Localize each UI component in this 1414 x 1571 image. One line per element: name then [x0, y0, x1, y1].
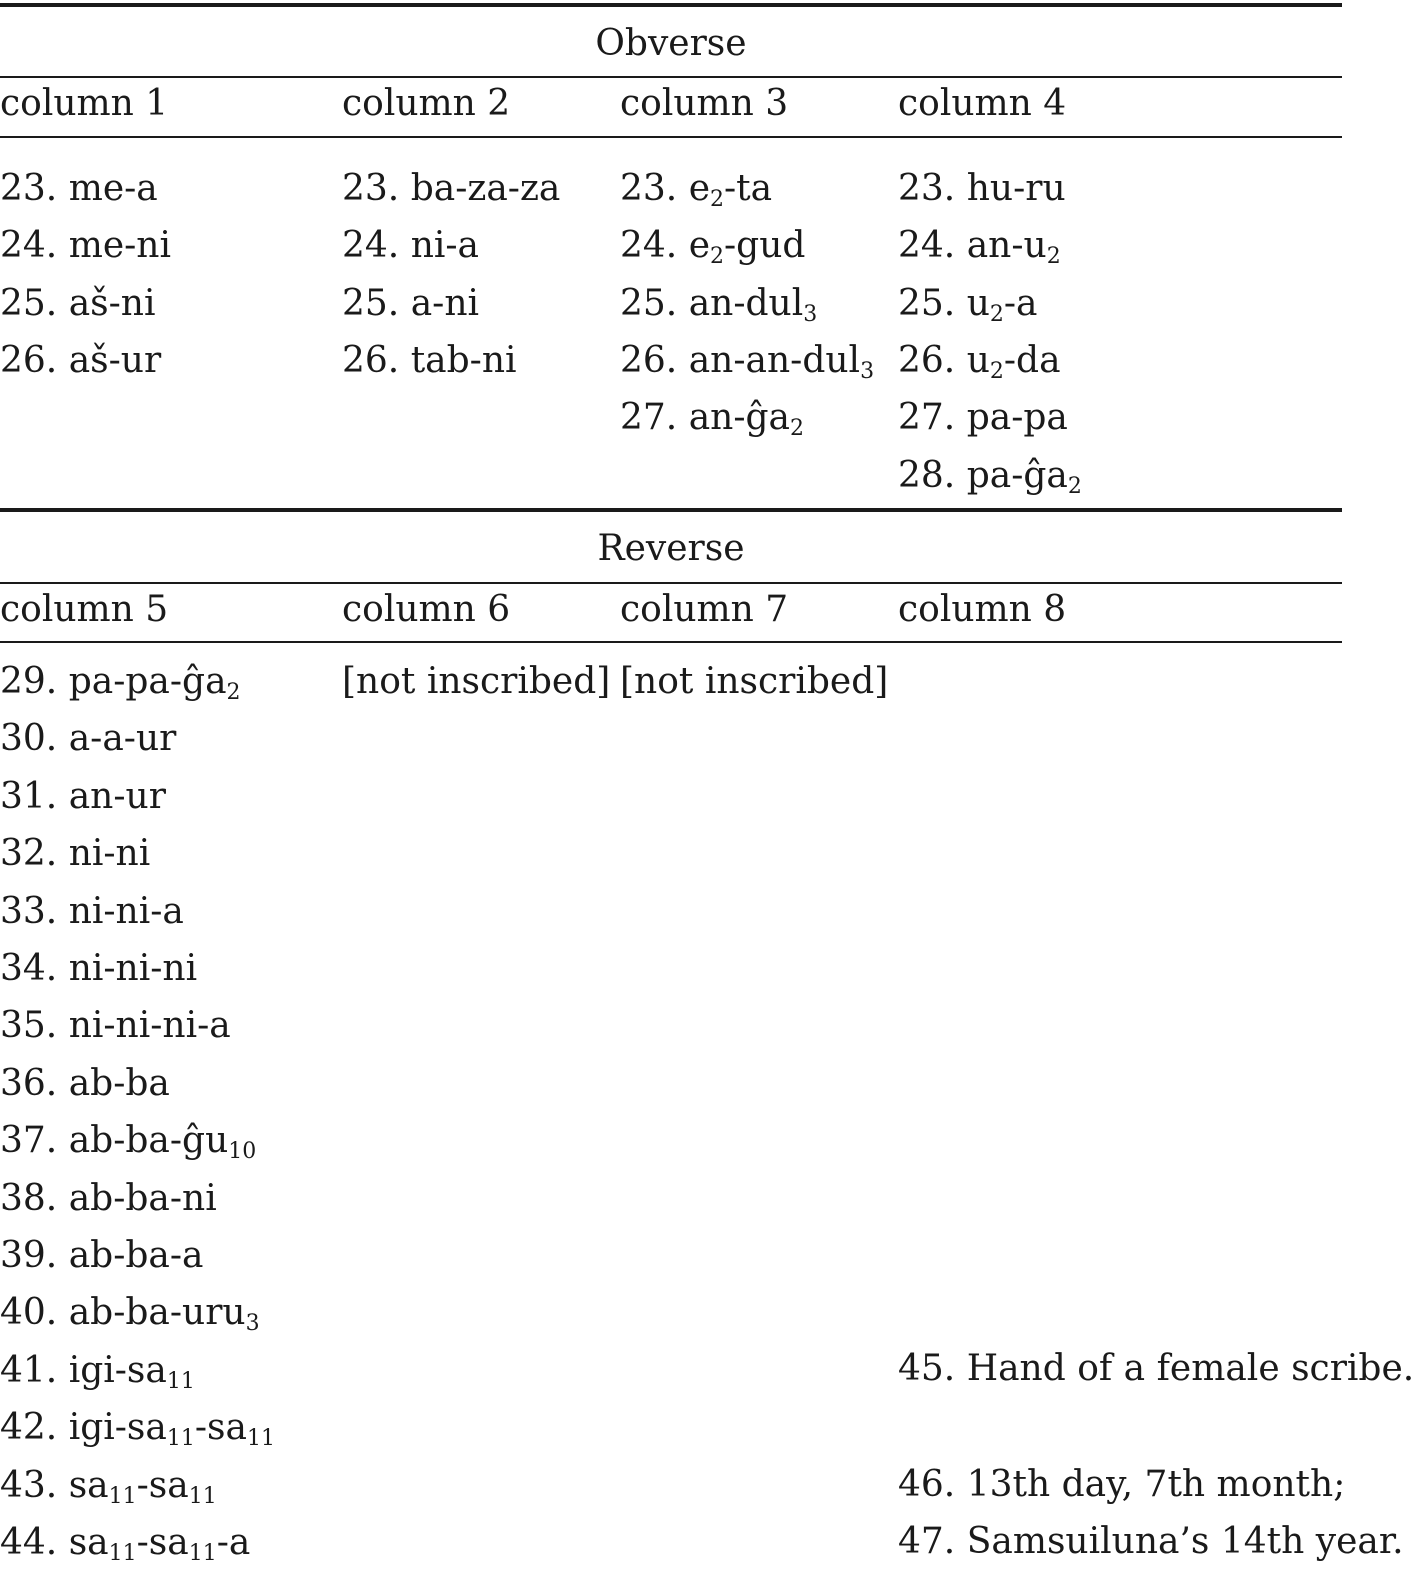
- reverse-column-7-header: column 7: [620, 589, 789, 630]
- obverse-col4-entry-text: 27. pa-pa: [898, 397, 1068, 439]
- obverse-column-2-header: column 2: [342, 83, 511, 124]
- obverse-column-3-header: column 3: [620, 83, 789, 124]
- reverse-col5-entry-text: 31. an-ur: [0, 775, 166, 817]
- obverse-col4-entry-text: 28. pa-ĝa: [898, 454, 1068, 496]
- obverse-col4-entry-text: 26. u: [898, 339, 990, 381]
- reverse-col5-entry-sub2: 11: [246, 1426, 275, 1452]
- reverse-col5-entry-text: 39. ab-ba-a: [0, 1235, 204, 1276]
- reverse-col5-entry: [0, 1177, 217, 1221]
- reverse-col5-entry: [0, 832, 150, 876]
- reverse-col5-entry: [0, 660, 241, 704]
- reverse-col5-entry-text: 44. sa: [0, 1522, 109, 1563]
- reverse-col5-entry: [0, 1234, 204, 1278]
- obverse-col4-entry-text: 25. u: [898, 282, 990, 324]
- obverse-col1-entry: [0, 224, 171, 268]
- obverse-col3-entry-sub: 2: [710, 187, 724, 212]
- obverse-col1-entry: [0, 167, 158, 211]
- obverse-col3-entry-text: 24. e: [620, 225, 710, 267]
- reverse-col5-entry-text: 36. ab-ba: [0, 1062, 170, 1104]
- colophon-line-46: 46. 13th day, 7th month;: [898, 1464, 1346, 1505]
- reverse-col5-entry-after: -sa: [136, 1464, 189, 1506]
- obverse-col2-entry: [342, 224, 479, 268]
- obverse-col4-entry: [898, 396, 1068, 440]
- reverse-header-rule: [0, 641, 1342, 643]
- obverse-col4-entry-text: 24. an-u: [898, 225, 1047, 267]
- obverse-col3-entry: [620, 396, 804, 440]
- colophon-line-45: 45. Hand of a female scribe.: [898, 1348, 1414, 1389]
- obverse-col3-entry: [620, 339, 874, 383]
- reverse-title-rule: [0, 582, 1342, 584]
- reverse-col5-entry-text: 37. ab-ba-ĝu: [0, 1120, 229, 1162]
- reverse-col5-entry: [0, 1521, 250, 1565]
- obverse-col3-entry-sub: 2: [710, 244, 724, 270]
- obverse-col4-entry: [898, 454, 1082, 498]
- reverse-col5-entry: [0, 717, 176, 761]
- colophon-line-47: 47. Samsuiluna’s 14th year.: [898, 1521, 1404, 1562]
- obverse-col4-entry-after: -da: [1003, 339, 1061, 381]
- reverse-col5-entry: [0, 1291, 260, 1335]
- obverse-col4-entry-sub: 2: [1067, 473, 1082, 499]
- reverse-column-6-header: column 6: [342, 589, 511, 630]
- obverse-col2-entry-text: 23. ba-za-za: [342, 168, 561, 209]
- reverse-col5-entry: [0, 947, 197, 991]
- obverse-col3-entry-text: 27. an-ĝa: [620, 397, 791, 439]
- obverse-col4-entry-after: -a: [1003, 282, 1038, 324]
- column-7-not-inscribed: [not inscribed]: [620, 661, 889, 702]
- reverse-col5-entry-sub: 3: [245, 1311, 260, 1337]
- reverse-col5-entry-text: 43. sa: [0, 1464, 109, 1506]
- reverse-col5-entry-sub: 11: [108, 1483, 137, 1509]
- obverse-col1-entry-text: 24. me-ni: [0, 225, 171, 267]
- obverse-col1-entry: [0, 339, 161, 383]
- reverse-col5-entry-text: 30. a-a-ur: [0, 718, 177, 760]
- reverse-column-5-header: column 5: [0, 589, 169, 630]
- reverse-col5-entry-text: 34. ni-ni-ni: [0, 948, 198, 989]
- reverse-col5-entry: [0, 1406, 275, 1450]
- obverse-col2-entry-text: 25. a-ni: [342, 282, 480, 324]
- reverse-col5-entry-after: -sa: [194, 1407, 247, 1449]
- obverse-col4-entry: [898, 167, 1066, 211]
- obverse-col4-entry: [898, 339, 1061, 383]
- reverse-col5-entry: [0, 890, 184, 934]
- obverse-col2-entry: [342, 167, 560, 211]
- obverse-col4-entry-sub: 2: [989, 301, 1004, 327]
- obverse-title-rule: [0, 76, 1342, 78]
- obverse-col2-entry-text: 24. ni-a: [342, 225, 480, 267]
- obverse-col3-entry-sub: 3: [860, 358, 875, 384]
- obverse-col3-entry-sub: 3: [803, 301, 818, 327]
- obverse-title: Obverse: [595, 23, 747, 64]
- reverse-col5-entry-after: -sa: [136, 1522, 189, 1563]
- reverse-col5-entry-text: 40. ab-ba-uru: [0, 1292, 246, 1334]
- reverse-col5-entry-sub: 2: [226, 680, 241, 705]
- obverse-col3-entry-text: 25. an-dul: [620, 282, 804, 324]
- obverse-col3-entry: [620, 282, 817, 326]
- obverse-col3-entry: [620, 167, 772, 211]
- obverse-col4-entry-sub: 2: [1046, 244, 1061, 270]
- obverse-col3-entry-sub: 2: [790, 416, 805, 442]
- column-6-not-inscribed: [not inscribed]: [342, 661, 611, 702]
- obverse-col4-entry-sub: 2: [989, 358, 1004, 384]
- reverse-col5-entry: [0, 1464, 217, 1508]
- obverse-col2-entry: [342, 282, 479, 326]
- obverse-col1-entry: [0, 282, 156, 326]
- reverse-col5-entry: [0, 1349, 195, 1393]
- obverse-col1-entry-text: 25. aš-ni: [0, 282, 156, 324]
- obverse-col2-entry: [342, 339, 517, 383]
- reverse-col5-entry-text: 35. ni-ni-ni-a: [0, 1005, 231, 1047]
- reverse-col5-entry-sub: 11: [108, 1541, 137, 1566]
- obverse-col4-entry: [898, 224, 1061, 268]
- reverse-col5-entry-text: 32. ni-ni: [0, 833, 151, 875]
- reverse-col5-entry-text: 42. igi-sa: [0, 1407, 167, 1449]
- obverse-col3-entry-after: -gud: [724, 225, 806, 267]
- obverse-col3-entry-text: 23. e: [620, 168, 710, 209]
- reverse-top-rule: [0, 508, 1342, 512]
- reverse-col5-entry-text: 41. igi-sa: [0, 1349, 167, 1391]
- reverse-col5-entry: [0, 1004, 231, 1048]
- reverse-col5-entry-text: 29. pa-pa-ĝa: [0, 661, 227, 702]
- reverse-col5-entry-text: 33. ni-ni-a: [0, 890, 184, 932]
- obverse-col1-entry-text: 23. me-a: [0, 168, 158, 209]
- reverse-title: Reverse: [597, 528, 745, 569]
- obverse-col4-entry-text: 23. hu-ru: [898, 168, 1066, 209]
- obverse-col3-entry: [620, 224, 805, 268]
- obverse-header-rule: [0, 136, 1342, 138]
- top-rule: [0, 3, 1342, 7]
- reverse-column-8-header: column 8: [898, 589, 1067, 630]
- reverse-col5-entry-sub2: 11: [188, 1483, 217, 1509]
- reverse-col5-entry: [0, 1062, 170, 1106]
- obverse-col3-entry-text: 26. an-an-dul: [620, 339, 861, 381]
- reverse-col5-entry: [0, 1119, 256, 1163]
- reverse-col5-entry: [0, 775, 166, 819]
- obverse-col2-entry-text: 26. tab-ni: [342, 339, 517, 381]
- reverse-col5-entry-sub: 11: [166, 1426, 195, 1452]
- reverse-col5-entry-text: 38. ab-ba-ni: [0, 1177, 217, 1219]
- reverse-col5-entry-sub: 10: [228, 1139, 257, 1165]
- obverse-col3-entry-after: -ta: [724, 168, 773, 209]
- reverse-col5-entry-sub2: 11: [188, 1541, 217, 1566]
- reverse-col5-entry-sub: 11: [166, 1368, 195, 1394]
- reverse-col5-entry-after2: -a: [216, 1522, 251, 1563]
- obverse-col4-entry: [898, 282, 1038, 326]
- obverse-col1-entry-text: 26. aš-ur: [0, 339, 162, 381]
- obverse-column-1-header: column 1: [0, 83, 169, 124]
- obverse-column-4-header: column 4: [898, 83, 1067, 124]
